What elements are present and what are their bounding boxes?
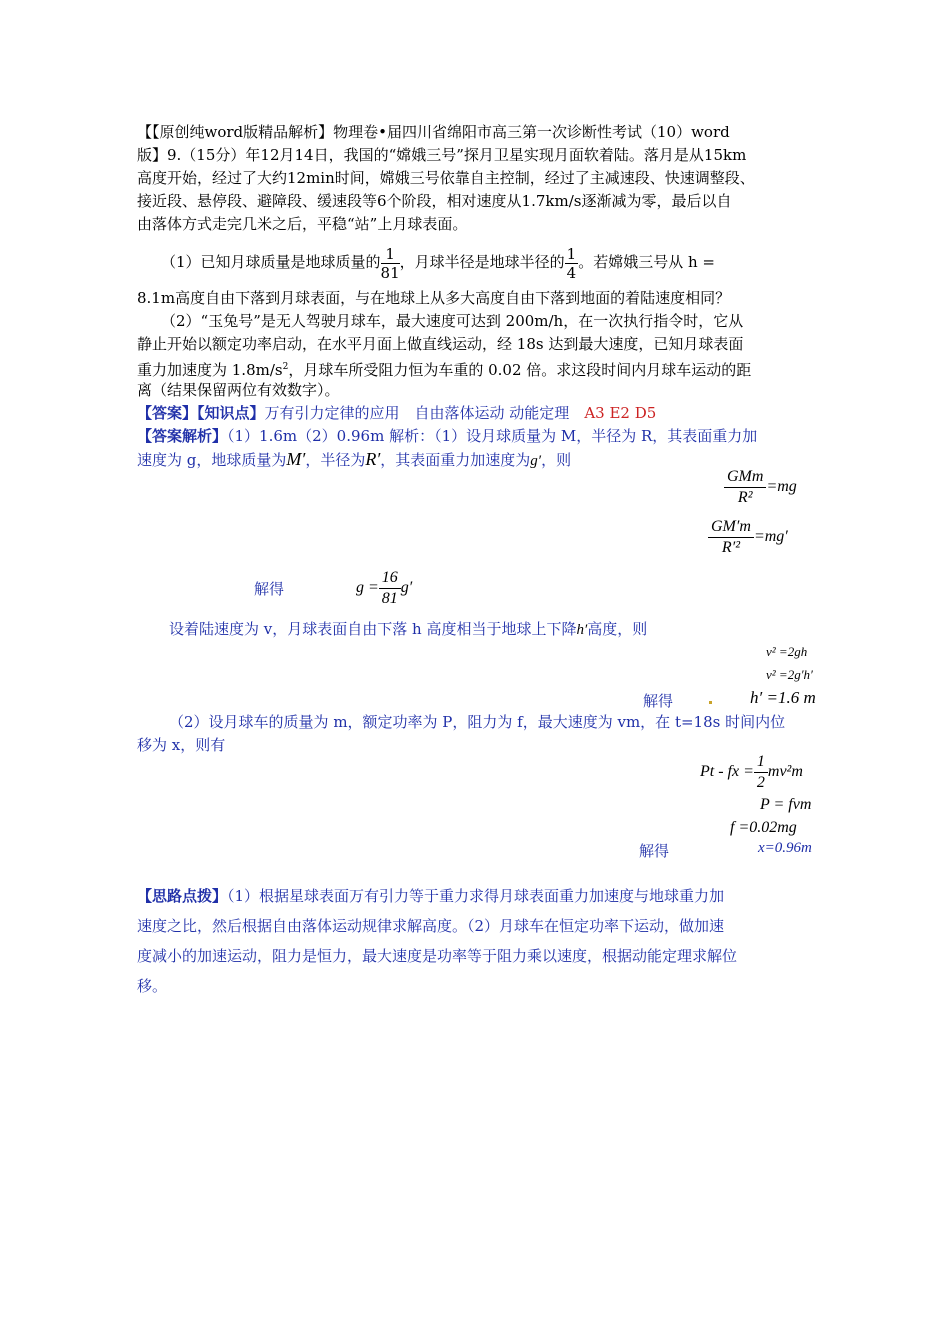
knowledge-codes: A3 E2 D5 bbox=[584, 404, 657, 422]
hint-line-1: 【思路点拨】（1）根据星球表面万有引力等于重力求得月球表面重力加速度与地球重力加 bbox=[137, 887, 725, 905]
problem-line-2: 版】9.（15分）年12月14日，我国的“嫦娥三号”探月卫星实现月面软着陆。落月是从15km bbox=[137, 146, 747, 164]
equation-gravity-earth: $\frac{GM'm}{\text{R′²}}$ =mg′ bbox=[708, 517, 788, 558]
solve-label-1: 解得 bbox=[254, 580, 285, 598]
equation-v-earth: v² =2g′h′ bbox=[766, 667, 813, 682]
knowledge-tag: 【知识点】 bbox=[197, 404, 265, 422]
solve-label-3: 解得 bbox=[639, 842, 670, 860]
question-2-line-1: （2）“玉兔号”是无人驾驶月球车，最大速度可达到 200m/h，在一次执行指令时，它从 bbox=[161, 312, 744, 330]
analysis-tag: 【答案解析】 bbox=[137, 427, 228, 445]
solve-label-2: 解得 bbox=[643, 692, 674, 710]
problem-line-1: 【【原创纯word版精品解析】物理卷•届四川省绵阳市高三第一次诊断性考试（10）word bbox=[137, 123, 730, 141]
analysis-line-2: 速度为 g，地球质量为M′，半径为R′，其表面重力加速度为g′，则 bbox=[137, 449, 572, 469]
problem-line-5: 由落体方式走完几米之后，平稳“站”上月球表面。 bbox=[137, 215, 468, 233]
equation-friction: f =0.02mg bbox=[730, 819, 797, 836]
equation-x-result: x=0.96m bbox=[758, 840, 812, 856]
equation-gravity-moon: GMm R² =mg bbox=[724, 467, 797, 508]
hint-line-3: 度减小的加速运动，阻力是恒力，最大速度是功率等于阻力乘以速度，根据动能定理求解位 bbox=[137, 947, 738, 965]
question-1-line-1: （1）已知月球质量是地球质量的 $\frac{1}{81}$ ，月球半径是地球半径的 $\frac{1}{4}$ 。若嫦娥三号从 h = bbox=[161, 244, 715, 282]
question-2-line-2: 静止开始以额定功率启动，在水平月面上做直线运动，经 18s 达到最大速度，已知月球表面 bbox=[137, 335, 744, 353]
equation-power: P = fvm bbox=[760, 796, 812, 813]
hint-tag: 【思路点拨】 bbox=[137, 887, 228, 905]
equation-energy: Pt - fx = $\frac{1}{2}$ mv²m bbox=[700, 753, 803, 791]
part-2-line-1: （2）设月球车的质量为 m，额定功率为 P，阻力为 f，最大速度为 vm，在 t=18s 时间内位 bbox=[169, 713, 786, 731]
hint-line-2: 速度之比，然后根据自由落体运动规律求解高度。（2）月球车在恒定功率下运动，做加速 bbox=[137, 917, 725, 935]
question-2-line-4: 离（结果保留两位有效数字）。 bbox=[137, 381, 340, 399]
fraction-1-81: $\frac{1}{81}$ bbox=[380, 244, 400, 282]
answer-tag: 【答案】 bbox=[137, 404, 198, 422]
landing-text: 设着陆速度为 v，月球表面自由下落 h 高度相当于地球上下降h′高度，则 bbox=[169, 620, 648, 638]
equation-v-moon: v² =2gh bbox=[766, 644, 808, 659]
problem-line-4: 接近段、悬停段、避障段、缓速段等6个阶段，相对速度从1.7km/s逐渐减为零，最后以自 bbox=[137, 192, 732, 210]
knowledge-text: 万有引力定律的应用 自由落体运动 动能定理 bbox=[264, 404, 570, 422]
dot-mark bbox=[709, 701, 712, 704]
question-2-line-3: 重力加速度为 $1.8m/s^2$，月球车所受阻力恒为车重的 0.02 倍。求这段时间内月球车运动的距 bbox=[137, 361, 752, 379]
answer-knowledge-line bbox=[137, 401, 656, 425]
fraction-1-4: $\frac{1}{4}$ bbox=[566, 244, 577, 282]
hint-line-4: 移。 bbox=[137, 977, 168, 995]
question-1-line-2: 8.1m高度自由下落到月球表面，与在地球上从多大高度自由下落到地面的着陆速度相同？ bbox=[137, 289, 731, 307]
problem-line-3: 高度开始，经过了大约12min时间，嫦娥三号依靠自主控制，经过了主减速段、快速调整段、 bbox=[137, 169, 755, 187]
part-2-line-2: 移为 x，则有 bbox=[137, 736, 226, 754]
analysis-line-1: 【答案解析】（1）1.6m（2）0.96m 解析：（1）设月球质量为 M，半径为 R，其表面重力加 bbox=[137, 427, 758, 445]
equation-h-result: h′ =1.6 m bbox=[750, 688, 816, 707]
equation-g-ratio: g = $\frac{16}{81}$ g′ bbox=[356, 569, 413, 607]
